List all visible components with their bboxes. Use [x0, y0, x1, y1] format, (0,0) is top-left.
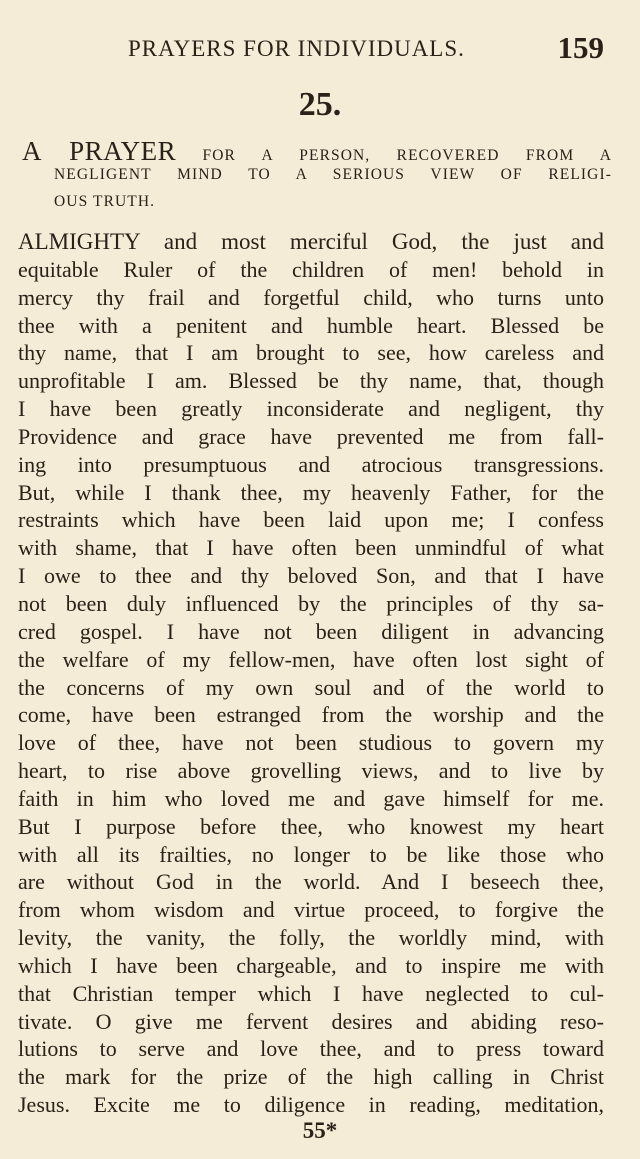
body-line: Jesus. Excite me to diligence in reading, meditation,	[18, 1092, 604, 1118]
body-line: restraints which have been laid upon me; I confess	[18, 507, 604, 533]
heading-line-1	[22, 136, 612, 166]
body-line: unprofitable I am. Blessed be thy name, that, though	[18, 368, 604, 394]
heading-line-1-rest: FOR A PERSON, RECOVERED FROM A	[202, 147, 613, 164]
body-line: faith in him who loved me and gave himself for me.	[18, 785, 604, 811]
body-line: thee with a penitent and humble heart. Blessed be	[18, 312, 604, 338]
body-line: that Christian temper which I have neglected to cul-	[18, 980, 604, 1006]
body-line: from whom wisdom and virtue proceed, to forgive the	[18, 897, 604, 923]
body-line: with all its frailties, no longer to be like those who	[18, 841, 604, 867]
body-line: mercy thy frail and forgetful child, who turns unto	[18, 284, 604, 310]
body-line: come, have been estranged from the worship and the	[18, 702, 604, 728]
prayer-heading	[22, 136, 612, 219]
body-line: not been duly influenced by the principles of thy sa-	[18, 590, 604, 616]
body-line: which I have been chargeable, and to inspire me with	[18, 952, 604, 978]
body-line: love of thee, have not been studious to govern my	[18, 730, 604, 756]
body-line: lutions to serve and love thee, and to press toward	[18, 1036, 604, 1062]
body-line: ALMIGHTY and most merciful God, the just and	[18, 229, 604, 254]
body-line: I have been greatly inconsiderate and negligent, thy	[18, 396, 604, 422]
heading-lead: A PRAYER	[22, 136, 177, 166]
page-number: 159	[557, 30, 604, 65]
prayer-body	[18, 228, 604, 1119]
heading-line-2: NEGLIGENT MIND TO A SERIOUS VIEW OF RELIGI-	[54, 166, 612, 183]
body-line: But, while I thank thee, my heavenly Father, for the	[18, 479, 604, 505]
signature-mark: 55*	[302, 1118, 338, 1143]
body-line: tivate. O give me fervent desires and abiding reso-	[18, 1008, 604, 1034]
body-line: But I purpose before thee, who knowest my heart	[18, 813, 604, 839]
body-line: the concerns of my own soul and of the world to	[18, 674, 604, 700]
body-line: heart, to rise above grovelling views, and to live by	[18, 758, 604, 784]
body-line: Providence and grace have prevented me from fall-	[18, 423, 604, 449]
prayer-number: 25.	[298, 86, 342, 123]
running-head	[128, 30, 608, 70]
body-line: thy name, that I am brought to see, how careless and	[18, 340, 604, 366]
body-line: I owe to thee and thy beloved Son, and that I have	[18, 563, 604, 589]
running-head-title: PRAYERS FOR INDIVIDUALS.	[128, 36, 465, 61]
body-line: the mark for the prize of the high calling in Christ	[18, 1064, 604, 1090]
body-line: ing into presumptuous and atrocious transgressions.	[18, 451, 604, 477]
body-line: equitable Ruler of the children of men! behold in	[18, 256, 604, 282]
body-line: cred gospel. I have not been diligent in advancing	[18, 618, 604, 644]
heading-line-3: OUS TRUTH.	[54, 193, 156, 210]
body-line: levity, the vanity, the folly, the worldly mind, with	[18, 925, 604, 951]
body-line: the welfare of my fellow-men, have often lost sight of	[18, 646, 604, 672]
body-line: with shame, that I have often been unmindful of what	[18, 535, 604, 561]
body-line: are without God in the world. And I beseech thee,	[18, 869, 604, 895]
